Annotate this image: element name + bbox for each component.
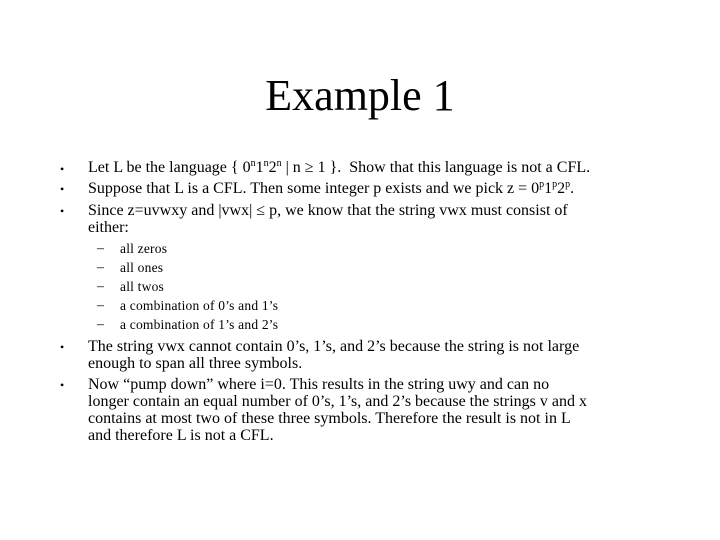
subitem-zeros-ones: a combination of 0’s and 1’s bbox=[120, 298, 279, 313]
bullet-marker: • bbox=[60, 204, 65, 218]
subitem-all-zeros: all zeros bbox=[120, 241, 168, 256]
bullet-marker: • bbox=[60, 340, 65, 354]
bullet-2-line-1: Suppose that L is a CFL. Then some integer p exists and we pick $z = 0^p1^p2^p$. bbox=[88, 179, 575, 197]
bullet-3-line-1: Since z=uvwxy and |vwx| ≤ p, we know that the string vwx must consist of bbox=[88, 202, 568, 219]
bullet-4-line-1: The string vwx cannot contain 0’s, 1’s, and 2’s because the string is not large bbox=[88, 338, 580, 355]
subitem-marker: – bbox=[97, 279, 104, 294]
bullet-5-line-1: Now “pump down” where i=0. This results in the string uwy and can no bbox=[88, 376, 550, 393]
subitem-marker: – bbox=[97, 260, 104, 275]
bullet-marker: • bbox=[60, 378, 65, 392]
bullet-3-line-2: either: bbox=[88, 219, 129, 236]
bullet-5-line-3: contains at most two of these three symbols. Therefore the result is not in L bbox=[88, 410, 571, 427]
bullet-4-line-2: enough to span all three symbols. bbox=[88, 355, 303, 372]
bullet-5-line-4: and therefore L is not a CFL. bbox=[88, 427, 274, 444]
bullet-5-line-2: longer contain an equal number of 0’s, 1’s, and 2’s because the strings v and x bbox=[88, 393, 587, 410]
subitem-marker: – bbox=[97, 317, 104, 332]
subitem-marker: – bbox=[97, 298, 104, 313]
bullet-marker: • bbox=[60, 162, 65, 176]
subitem-marker: – bbox=[97, 241, 104, 256]
subitem-all-ones: all ones bbox=[120, 260, 164, 275]
bullet-marker: • bbox=[60, 182, 65, 196]
subitem-all-twos: all twos bbox=[120, 279, 164, 294]
bullet-1-line-1: Let L be the language { 0$^n$1$^n$2$^n$ | n ≥ 1 }. Show that this language is not a CFL. bbox=[88, 158, 591, 176]
subitem-ones-twos: a combination of 1’s and 2’s bbox=[120, 317, 279, 332]
slide-title: Example 1 bbox=[265, 71, 455, 120]
